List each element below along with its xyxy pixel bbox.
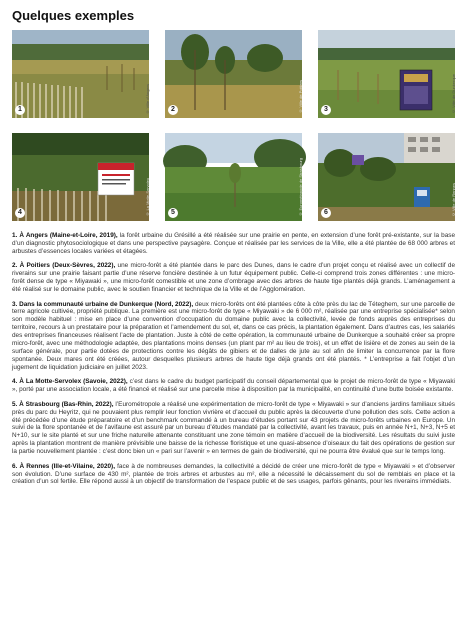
example-1 bbox=[12, 232, 455, 256]
fence-sign-image bbox=[12, 133, 149, 221]
young-trees-image bbox=[165, 30, 302, 118]
example-3 bbox=[12, 301, 455, 372]
urban-microforest-image bbox=[318, 133, 455, 221]
photo-credit: © Eurométropole de Strasbourg bbox=[298, 158, 303, 217]
photo-number: 6 bbox=[321, 208, 331, 218]
grassy-meadow-image bbox=[165, 133, 302, 221]
photo-1 bbox=[12, 30, 149, 118]
photo-credit: © Ville de Poitiers bbox=[298, 80, 303, 114]
photo-number: 5 bbox=[168, 208, 178, 218]
example-heading: 4. À La Motte-Servolex (Savoie, 2022), bbox=[12, 378, 128, 386]
example-2 bbox=[12, 262, 455, 294]
example-6 bbox=[12, 463, 455, 487]
page-title: Quelques exemples bbox=[12, 8, 135, 23]
example-body: c’est dans le cadre du budget participatif du conseil départemental que le projet de micro-forêt de type « Miyawaki », porté par une association locale, a été financé et réalisé sur une parcelle mise à disposition par la municipalité, en continuité d’une butte boisée existante. bbox=[12, 378, 455, 394]
example-heading: 2. À Poitiers (Deux-Sèvres, 2022), bbox=[12, 262, 116, 270]
photo-number: 2 bbox=[168, 105, 178, 115]
photo-credit: © Ville d’Angers bbox=[145, 83, 150, 114]
example-heading: 3. Dans la communauté urbaine de Dunkerque (Nord, 2022), bbox=[12, 300, 194, 308]
example-5 bbox=[12, 401, 455, 456]
photo-credit: © Ville de Rennes bbox=[451, 182, 456, 217]
photo-number: 1 bbox=[15, 105, 25, 115]
example-heading: 5. À Strasbourg (Bas-Rhin, 2022), bbox=[12, 400, 114, 408]
photo-6 bbox=[318, 133, 455, 221]
example-body: une micro-forêt a été plantée dans le parc des Dunes, dans le cadre d’un projet conçu et réalisé avec un collectif de riverains sur une prairie faisant partie d’une réserve foncière destinée à un futur équipement public. Celle-ci comprend trois zones différentes : une micro-forêt dense de type « Miyawaki », une micro-forêt comestible et une zone d’ombrage avec des arbres de haute tige plantés déjà grands. L’aménagement a été réalisé sur le domaine public, avec le soutien financier et technique de la Ville et de l’Agglomération. bbox=[12, 262, 455, 294]
examples-list bbox=[12, 232, 455, 493]
example-heading: 1. À Angers (Maine-et-Loire, 2019), bbox=[12, 232, 118, 239]
example-body: deux micro-forêts ont été plantées côte à côte près du lac de Téteghem, sur une parcelle de terre agricole cultivée, propriété publique. La première est une micro-forêt de type « Miyawaki » de 6 000 m², réalisée par une entreprise spécialisée* selon son modèle habituel : mise en place d’une convention d’occupation du domaine public avec la collectivité, levée de fonds auprès des entreprises du territoire, recours à un prestataire pour la préparation et l’amendement du sol, et, dans ce cas précis, la plantation également. Dans d’autres cas, les salariés des entreprises financeuses réalisent l’acte de plantation. Juste à côté de cette opération, la communauté urbaine de Dunkerque a souhaité créer sa propre micro-forêt, avec une méthodologie adaptée, des plantations moins denses (un plant par m² au lieu de trois), et un effet de lisière et de zones au sein de la surface générale, pour partie dotées de protections contre les dégâts de gibiers et de dalles de jute au sol afin de limiter la concurrence par la flore spontanée. Deux mares ont été créées, autour desquelles plusieurs arbres de haute tige déjà grands ont été plantés. * L’entreprise a fait l’objet d’un jugement de liquidation judiciaire en juillet 2023. bbox=[12, 300, 455, 371]
photo-4 bbox=[12, 133, 149, 221]
photo-credit: © Ville de Dunkerque bbox=[451, 74, 456, 114]
photo-number: 3 bbox=[321, 105, 331, 115]
example-body: l’Eurométropole a réalisé une expérimentation de micro-forêt de type « Miyawaki » sur d’anciens jardins familiaux situés près du parc du Heyritz, qui ne pouvaient plus remplir leur fonction vivrière et d’accueil du public après la découverte d’une pollution des sols. Cette action a été précédée d’une étude préparatoire et d’un benchmark commandé à un bureau d’études portant sur 43 projets de micro-forêts urbaines en Europe. Un suivi de la flore spontanée et de l’avifaune est assuré par un bureau d’études mandaté par la collectivité, avant les travaux, puis en année N+1, N+3, N+5 et N+10, sur le site planté et sur une friche naturelle attenante constituant une zone témoin en matière d’accueil de la biodiversité. Les résultats du suivi juste après la plantation montrent de manière prévisible une baisse de la richesse floristique et une quasi-absence d’oiseaux du fait des opérations de gestion sur la partie nouvellement plantée : c’est donc bien un « pari sur l’avenir » en termes de gain de biodiversité, qui ne pourra être évalué que sur le temps long. bbox=[12, 400, 455, 456]
example-heading: 6. À Rennes (Ille-et-Vilaine, 2020), bbox=[12, 462, 115, 470]
photo-5 bbox=[165, 133, 302, 221]
example-body: la forêt urbaine du Grésillé a été réalisée sur une prairie en pente, en extension d’une forêt pré-existante, sur la base d’un diagnostic phytosociologique et dans une perspective paysagère. Conçue et réalisée par les services de la Ville, elle a été plantée de 68 000 arbres et arbustes d’essences locales variées et étagées. bbox=[12, 232, 455, 255]
field-signboard-image bbox=[318, 30, 455, 118]
photo-3 bbox=[318, 30, 455, 118]
photo-number: 4 bbox=[15, 208, 25, 218]
meadow-fence-image bbox=[12, 30, 149, 118]
photo-2 bbox=[165, 30, 302, 118]
example-body: face à de nombreuses demandes, la collectivité a décidé de créer une micro-forêt de type « Miyawaki » et d’observer son évolution. D’une surface de 430 m², plantée de trois arbres et arbustes au m², elle a nécessité le décaissement du sol de remblais en place et la création d’un sol fertile. Elle répond aussi à un objectif de transformation de l’espace public et de ses usages, parfois gênants, pour les riverains immédiats. bbox=[12, 462, 455, 486]
photo-credit: © La Motte-Servolex bbox=[145, 178, 150, 217]
example-4 bbox=[12, 378, 455, 394]
